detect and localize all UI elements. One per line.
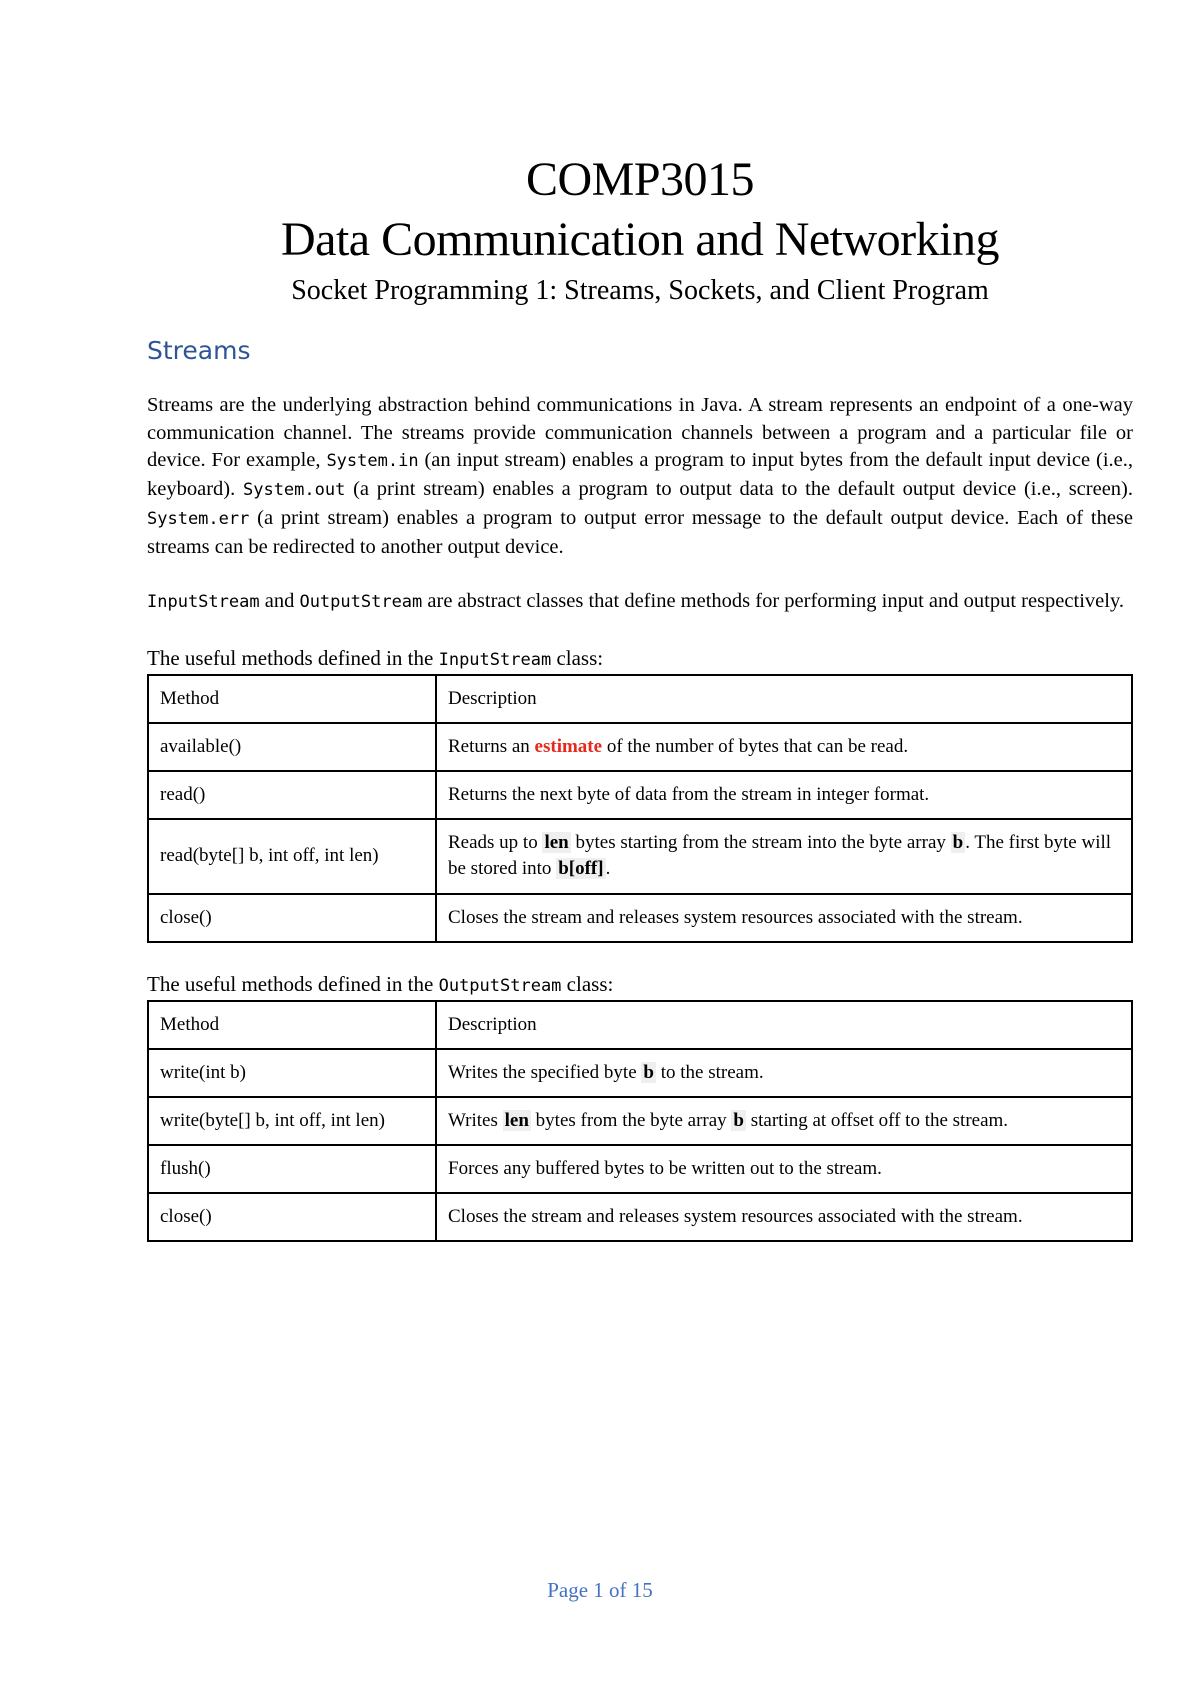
highlight-term: len: [504, 1109, 529, 1131]
caption-text: class:: [561, 971, 614, 996]
caption-text: class:: [551, 645, 604, 670]
document-subtitle: Socket Programming 1: Streams, Sockets, and Client Program: [291, 275, 989, 306]
text-run: Streams are the underlying abstraction behind communications in Java. A stream represents an endpoint of a one-way communication channel. The streams provide communication channels between a program and a particular file or device. For example,: [147, 394, 1133, 472]
description-cell: Closes the stream and releases system resources associated with the stream.: [436, 894, 1132, 942]
highlight-term: b[off]: [558, 858, 604, 880]
description-cell: [436, 1049, 1132, 1097]
paragraph-abstract-classes: [147, 588, 1133, 617]
highlight-term: b: [952, 832, 964, 854]
description-cell: Forces any buffered bytes to be written out to the stream.: [436, 1145, 1132, 1193]
table-row: [148, 771, 1132, 819]
method-cell: read(): [148, 771, 436, 819]
text-run: . The first byte will be stored into: [448, 832, 1112, 880]
table-row: [148, 819, 1132, 894]
table-row: [148, 1145, 1132, 1193]
code-system-in: System.in: [326, 451, 419, 472]
course-title: Data Communication and Networking: [280, 213, 999, 266]
description-cell: [436, 819, 1132, 894]
method-cell: write(int b): [148, 1049, 436, 1097]
page-content: [147, 150, 1133, 1242]
method-cell: read(byte[] b, int off, int len): [148, 819, 436, 894]
table-header-row: [148, 1001, 1132, 1049]
text-run: are abstract classes that define methods for performing input and output respectively.: [422, 590, 1124, 613]
text-run: starting at offset off to the stream.: [745, 1109, 1009, 1131]
method-cell: available(): [148, 723, 436, 771]
method-cell: write(byte[] b, int off, int len): [148, 1097, 436, 1145]
text-run: (an input stream) enables a program to input bytes from the default input device (i.e., keyboard).: [147, 449, 1133, 501]
table-row: [148, 723, 1132, 771]
text-run: (a print stream) enables a program to output data to the default output device (i.e., screen).: [345, 478, 1133, 501]
inputstream-methods-table: [147, 674, 1133, 943]
inputstream-table-caption: [147, 645, 1133, 674]
text-run: .: [605, 858, 611, 880]
description-cell: [436, 723, 1132, 771]
text-run: and: [259, 590, 300, 613]
code-system-err: System.err: [147, 508, 250, 529]
caption-code: InputStream: [438, 649, 552, 670]
course-code: COMP3015: [525, 153, 755, 206]
text-run: to the stream.: [655, 1061, 764, 1083]
paragraph-streams-intro: [147, 392, 1133, 561]
highlight-term: b: [643, 1061, 654, 1083]
table-row: [148, 1193, 1132, 1241]
emphasis-text: estimate: [534, 735, 603, 757]
text-run: Returns an: [448, 735, 535, 757]
header-description: Description: [436, 675, 1132, 723]
header-method: Method: [148, 1001, 436, 1049]
outputstream-table-caption: [147, 971, 1133, 1000]
method-cell: close(): [148, 894, 436, 942]
table-header-row: [148, 675, 1132, 723]
table-row: [148, 894, 1132, 942]
text-run: bytes starting from the stream into the byte array: [570, 832, 951, 854]
highlight-term: b: [733, 1109, 744, 1131]
caption-text: The useful methods defined in the: [147, 971, 439, 996]
title-block: [147, 150, 1133, 310]
header-method: Method: [148, 675, 436, 723]
description-cell: Closes the stream and releases system resources associated with the stream.: [436, 1193, 1132, 1241]
header-description: Description: [436, 1001, 1132, 1049]
caption-text: The useful methods defined in the: [147, 645, 439, 670]
method-cell: close(): [148, 1193, 436, 1241]
description-cell: Returns the next byte of data from the stream in integer format.: [436, 771, 1132, 819]
table-row: [148, 1097, 1132, 1145]
method-cell: flush(): [148, 1145, 436, 1193]
text-run: Writes: [448, 1109, 503, 1131]
text-run: (a print stream) enables a program to output error message to the default output device. Each of these streams can be redirected to another output device.: [147, 506, 1133, 558]
text-run: bytes from the byte array: [530, 1109, 732, 1131]
highlight-term: len: [544, 832, 569, 854]
text-run: of the number of bytes that can be read.: [602, 735, 909, 757]
description-cell: [436, 1097, 1132, 1145]
code-inputstream: InputStream: [147, 592, 260, 613]
text-run: Reads up to: [448, 832, 543, 854]
outputstream-methods-table: [147, 1000, 1133, 1242]
caption-code: OutputStream: [438, 975, 562, 996]
code-outputstream: OutputStream: [299, 592, 423, 613]
section-heading-streams: Streams: [147, 336, 251, 365]
code-system-out: System.out: [242, 480, 346, 501]
table-row: [148, 1049, 1132, 1097]
text-run: Writes the specified byte: [448, 1061, 642, 1083]
page-number-footer: Page 1 of 15: [547, 1578, 653, 1602]
